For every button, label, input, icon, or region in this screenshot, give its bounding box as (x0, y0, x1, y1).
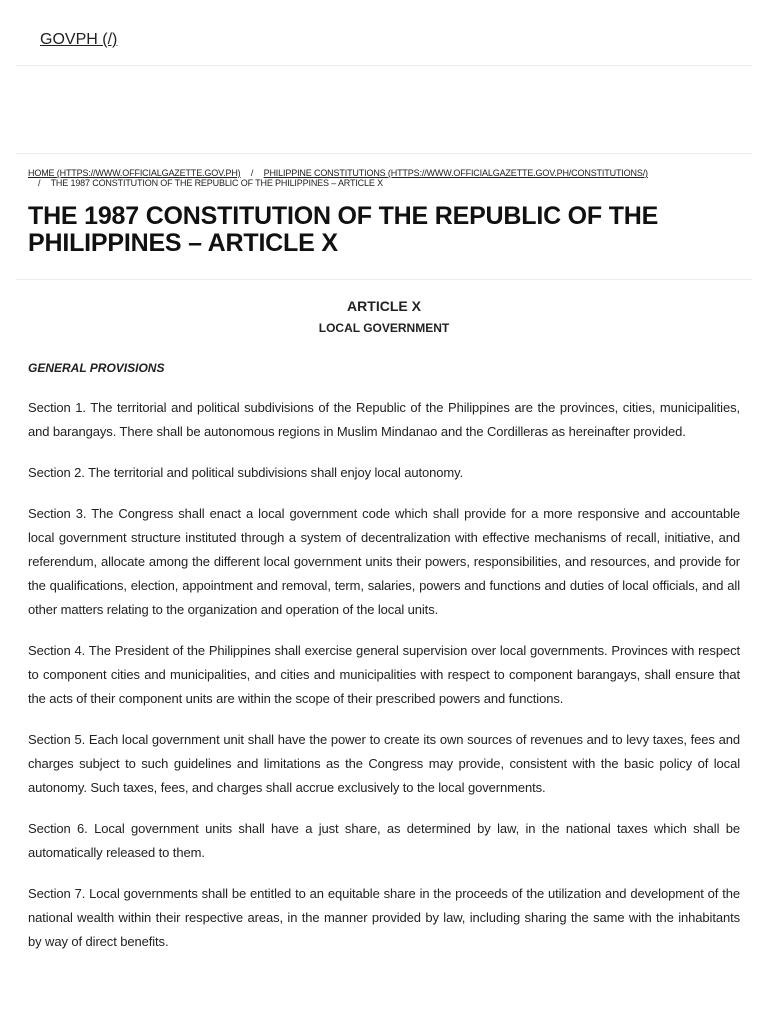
article-heading: ARTICLE X (347, 298, 421, 314)
breadcrumb-row (28, 178, 740, 188)
breadcrumb-separator: / (250, 168, 254, 178)
govph-home-link[interactable]: GOVPH (/) (40, 31, 118, 48)
article-subheading: LOCAL GOVERNMENT (318, 321, 450, 335)
section-4: Section 4. The President of the Philippines shall exercise general supervision over local governments. Provinces with respect to component cities and municipalities, and cities and municipalities with respect to component barangays, shall ensure that the acts of their component units are within the scope of their prescribed powers and functions. (28, 643, 740, 706)
article-content (28, 296, 740, 954)
breadcrumb-row (28, 168, 740, 178)
top-navigation-bar (16, 0, 752, 66)
banner-space (16, 66, 752, 154)
part-heading: GENERAL PROVISIONS (28, 361, 165, 375)
breadcrumb-current: THE 1987 CONSTITUTION OF THE REPUBLIC OF THE PHILIPPINES – ARTICLE X (50, 178, 383, 188)
section-5: Section 5. Each local government unit shall have the power to create its own sources of revenues and to levy taxes, fees and charges subject to such guidelines and limitations as the Congress may provide, consistent with the basic policy of local autonomy. Such taxes, fees, and charges shall accrue exclusively to the local governments. (28, 732, 740, 795)
breadcrumb-constitutions-link[interactable]: PHILIPPINE CONSTITUTIONS (HTTPS://WWW.OFFICIALGAZETTE.GOV.PH/CONSTITUTIONS/) (263, 168, 648, 178)
section-2: Section 2. The territorial and political subdivisions shall enjoy local autonomy. (28, 465, 464, 480)
section-6: Section 6. Local government units shall have a just share, as determined by law, in the national taxes which shall be automatically released to them. (28, 821, 740, 860)
section-3: Section 3. The Congress shall enact a local government code which shall provide for a more responsive and accountable local government structure instituted through a system of decentralization with effective mechanisms of recall, initiative, and referendum, allocate among the different local government units their powers, responsibilities, and resources, and provide for the qualifications, election, appointment and removal, term, salaries, powers and functions and duties of local officials, and all other matters relating to the organization and operation of the local units. (28, 506, 740, 617)
breadcrumb (28, 168, 740, 188)
page-title: THE 1987 CONSTITUTION OF THE REPUBLIC OF THE PHILIPPINES – ARTICLE X (28, 202, 659, 257)
divider (16, 279, 752, 280)
section-7: Section 7. Local governments shall be entitled to an equitable share in the proceeds of the utilization and development of the national wealth within their respective areas, in the manner provided by law, including sharing the same with the inhabitants by way of direct benefits. (28, 886, 740, 949)
breadcrumb-separator: / (38, 178, 41, 188)
breadcrumb-home-link[interactable]: HOME (HTTPS://WWW.OFFICIALGAZETTE.GOV.PH) (28, 168, 241, 178)
section-1: Section 1. The territorial and political subdivisions of the Republic of the Philippines are the provinces, cities, municipalities, and barangays. There shall be autonomous regions in Muslim Mindanao and the Cordilleras as hereinafter provided. (28, 400, 740, 439)
